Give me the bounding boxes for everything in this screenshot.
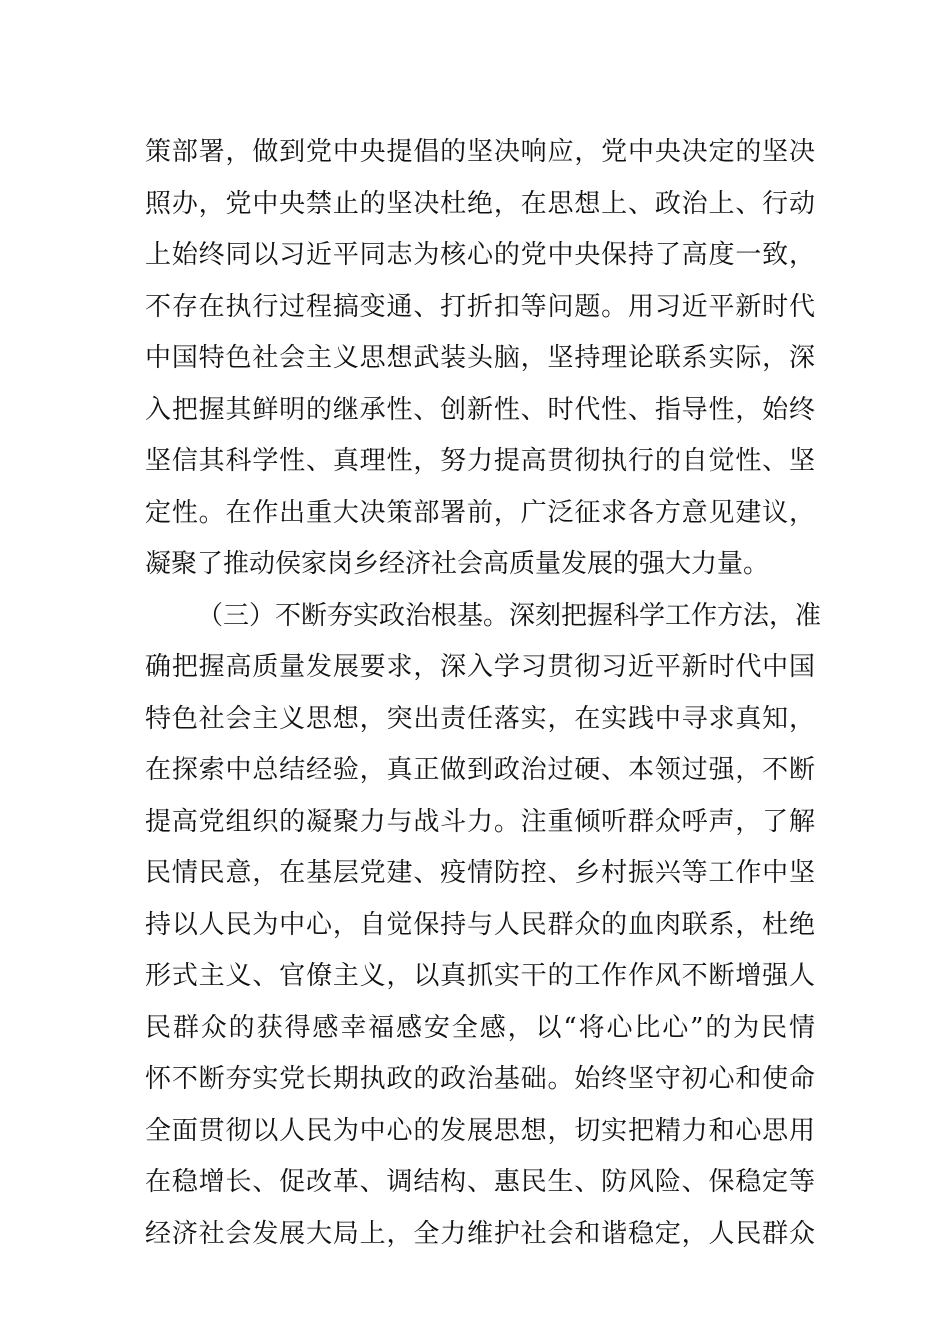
text-line: 全面贯彻以人民为中心的发展思想，切实把精力和心思用: [145, 1115, 815, 1146]
text-line: 持以人民为中心，自觉保持与人民群众的血肉联系，杜绝: [145, 909, 815, 940]
body-text: [145, 127, 822, 1260]
text-line: 提高党组织的凝聚力与战斗力。注重倾听群众呼声，了解: [145, 806, 815, 837]
section-heading-line: （三）不断夯实政治根基。深刻把握科学工作方法，准: [197, 600, 822, 631]
text-line: 定性。在作出重大决策部署前，广泛征求各方意见建议，: [145, 497, 815, 528]
text-line: 上始终同以习近平同志为核心的党中央保持了高度一致，: [145, 240, 815, 270]
text-line: 在稳增长、促改革、调结构、惠民生、防风险、保稳定等: [145, 1167, 815, 1197]
text-line: 怀不断夯实党长期执政的政治基础。始终坚守初心和使命: [145, 1064, 815, 1094]
text-line: 中国特色社会主义思想武装头脑，坚持理论联系实际，深: [145, 343, 815, 373]
text-line: 经济社会发展大局上，全力维护社会和谐稳定，人民群众: [145, 1218, 815, 1249]
text-line: 民情民意，在基层党建、疫情防控、乡村振兴等工作中坚: [145, 858, 815, 888]
text-line: 民群众的获得感幸福感安全感，以“将心比心”的为民情: [145, 1012, 815, 1043]
text-line: 策部署，做到党中央提倡的坚决响应，党中央决定的坚决: [145, 137, 815, 167]
text-line: 在探索中总结经验，真正做到政治过硬、本领过强，不断: [145, 755, 815, 785]
text-line: 照办，党中央禁止的坚决杜绝，在思想上、政治上、行动: [145, 188, 815, 219]
paragraph-end-line: 凝聚了推动侯家岗乡经济社会高质量发展的强大力量。: [145, 549, 770, 579]
text-line: 坚信其科学性、真理性，努力提高贯彻执行的自觉性、坚: [145, 446, 815, 476]
text-line: 确把握高质量发展要求，深入学习贯彻习近平新时代中国: [145, 652, 815, 682]
text-line: 不存在执行过程搞变通、打折扣等问题。用习近平新时代: [145, 291, 815, 322]
text-line: 特色社会主义思想，突出责任落实，在实践中寻求真知，: [145, 703, 815, 734]
text-line: 形式主义、官僚主义，以真抓实干的工作作风不断增强人: [145, 961, 815, 991]
text-line: 入把握其鲜明的继承性、创新性、时代性、指导性，始终: [145, 394, 815, 425]
